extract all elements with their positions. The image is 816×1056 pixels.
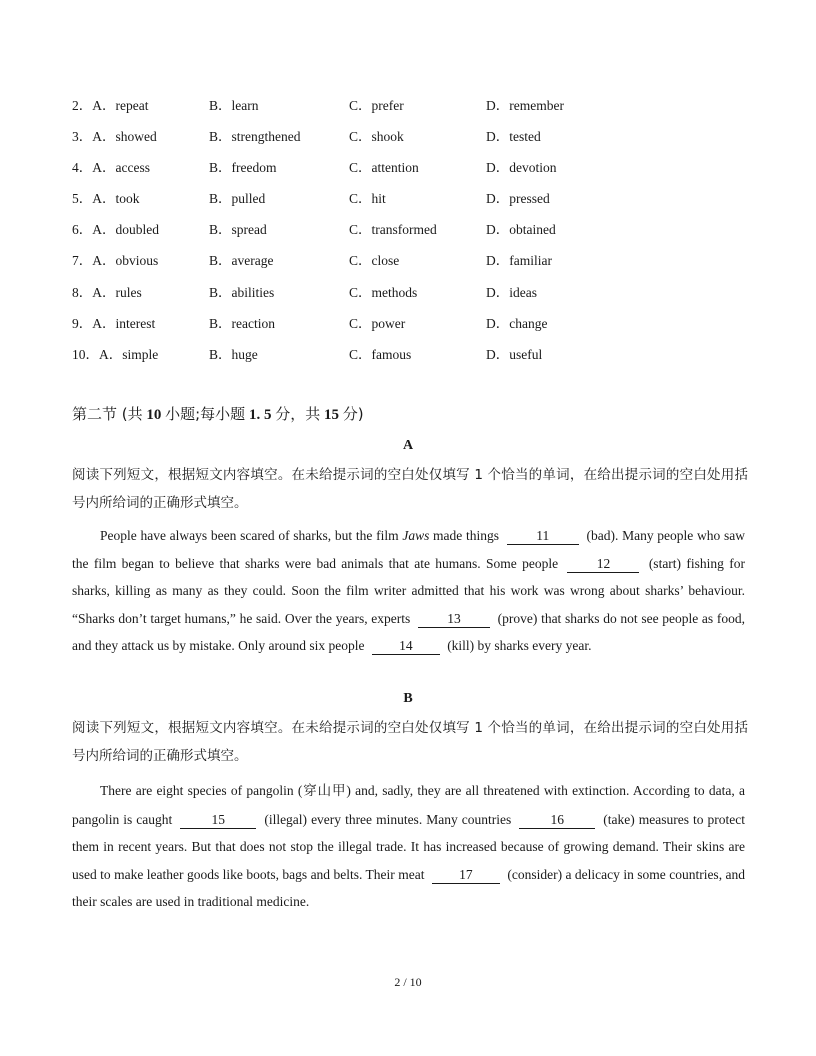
option-b: B．abilities: [209, 284, 275, 300]
chinese-term: 穿山甲: [302, 783, 347, 799]
option-b: B．reaction: [209, 315, 275, 331]
option-c: C．famous: [349, 346, 412, 362]
passage-text: (illegal) every three minutes. Many countries: [260, 811, 516, 827]
section-mid2: 分，共: [275, 405, 321, 423]
option-b: B．strengthened: [209, 129, 301, 145]
option-a: 6．A．doubled: [72, 222, 159, 238]
option-d: D．ideas: [486, 284, 537, 300]
passage-text: People have always been scared of sharks, but the film: [100, 528, 403, 543]
blank-15[interactable]: 15: [180, 812, 256, 829]
option-a: 4．A．access: [72, 160, 150, 176]
option-d: D．remember: [486, 98, 564, 113]
option-c: C．shook: [349, 129, 404, 145]
option-b: B．learn: [209, 98, 259, 113]
option-c: C．prefer: [349, 98, 404, 113]
points-per-question: 1. 5: [248, 407, 272, 423]
part-a-heading: A: [402, 438, 414, 453]
option-b: B．freedom: [209, 160, 277, 176]
option-b: B．pulled: [209, 191, 266, 207]
passage-text: ) and, sadly, they are all threatened with extinction. According to data, a pangolin is caught: [72, 783, 745, 827]
option-c: C．close: [349, 253, 400, 269]
blank-14[interactable]: 14: [372, 638, 440, 655]
part-b-heading: B: [403, 691, 413, 706]
option-d: D．tested: [486, 129, 541, 145]
option-d: D．familiar: [486, 253, 552, 269]
total-points: 15: [323, 407, 339, 423]
passage-text: made things: [429, 528, 503, 543]
option-d: D．pressed: [486, 191, 550, 207]
passage-text: (start) fishing for sharks, killing as many as they could. Soon the film writer admitted that his work was wrong about sharks’ behaviour. “Sharks don’t target humans,” he said. Over the years, experts: [72, 555, 745, 626]
section-mid1: 小题;每小题: [165, 405, 246, 423]
blank-12[interactable]: 12: [567, 556, 639, 573]
option-d: D．useful: [486, 346, 543, 362]
passage-text: (take) measures to protect them in recent years. But that does not stop the illegal trade. It has increased because of growing demand. Their skins are used to make leather goods like boots, bags and belts. Their meat: [72, 811, 746, 882]
part-a-instructions: 阅读下列短文，根据短文内容填空。在未给提示词的空白处仅填写 1 个恰当的单词，在给出提示词的空白处用括号内所给词的正确形式填空。: [72, 467, 748, 511]
option-a: 5．A．took: [72, 191, 140, 207]
question-count: 10: [146, 407, 162, 423]
option-a: 9．A．interest: [72, 315, 156, 331]
section-suffix: 分): [342, 405, 364, 423]
blank-11[interactable]: 11: [507, 528, 579, 545]
option-c: C．hit: [349, 191, 386, 207]
option-b: B．huge: [209, 346, 258, 362]
option-a: 7．A．obvious: [72, 253, 159, 269]
option-b: B．average: [209, 253, 274, 269]
film-title: Jaws: [402, 528, 430, 543]
option-a: 2．A．repeat: [72, 98, 149, 113]
blank-17[interactable]: 17: [432, 867, 500, 884]
page-number: 2 / 10: [394, 975, 422, 989]
option-a: 10．A．simple: [72, 346, 159, 362]
option-d: D．devotion: [486, 160, 557, 176]
passage-text: (kill) by sharks every year.: [443, 638, 592, 653]
option-c: C．methods: [349, 284, 418, 300]
option-d: D．change: [486, 315, 548, 331]
option-c: C．transformed: [349, 222, 437, 238]
passage-text: (consider) a delicacy in some countries, and their scales are used in traditional medicine.: [72, 866, 745, 909]
passage-text: There are eight species of pangolin (: [100, 783, 303, 798]
section-heading: [72, 403, 364, 424]
option-d: D．obtained: [486, 222, 556, 238]
option-c: C．power: [349, 315, 406, 331]
blank-16[interactable]: 16: [519, 812, 595, 829]
passage-text: (prove) that sharks do not see people as food, and they attack us by mistake. Only around six people: [72, 610, 745, 653]
option-a: 3．A．showed: [72, 129, 157, 145]
part-b-instructions: 阅读下列短文，根据短文内容填空。在未给提示词的空白处仅填写 1 个恰当的单词，在给出提示词的空白处用括号内所给词的正确形式填空。: [72, 720, 748, 764]
part-a-passage: [72, 522, 745, 660]
option-b: B．spread: [209, 222, 267, 238]
part-b-passage: [72, 777, 745, 916]
option-c: C．attention: [349, 160, 419, 176]
option-a: 8．A．rules: [72, 284, 142, 300]
blank-13[interactable]: 13: [418, 611, 490, 628]
passage-text: (bad). Many people who saw the film began to believe that sharks were bad animals that ate humans. Some people: [72, 528, 745, 571]
section-prefix: 第二节 (共: [72, 405, 143, 423]
